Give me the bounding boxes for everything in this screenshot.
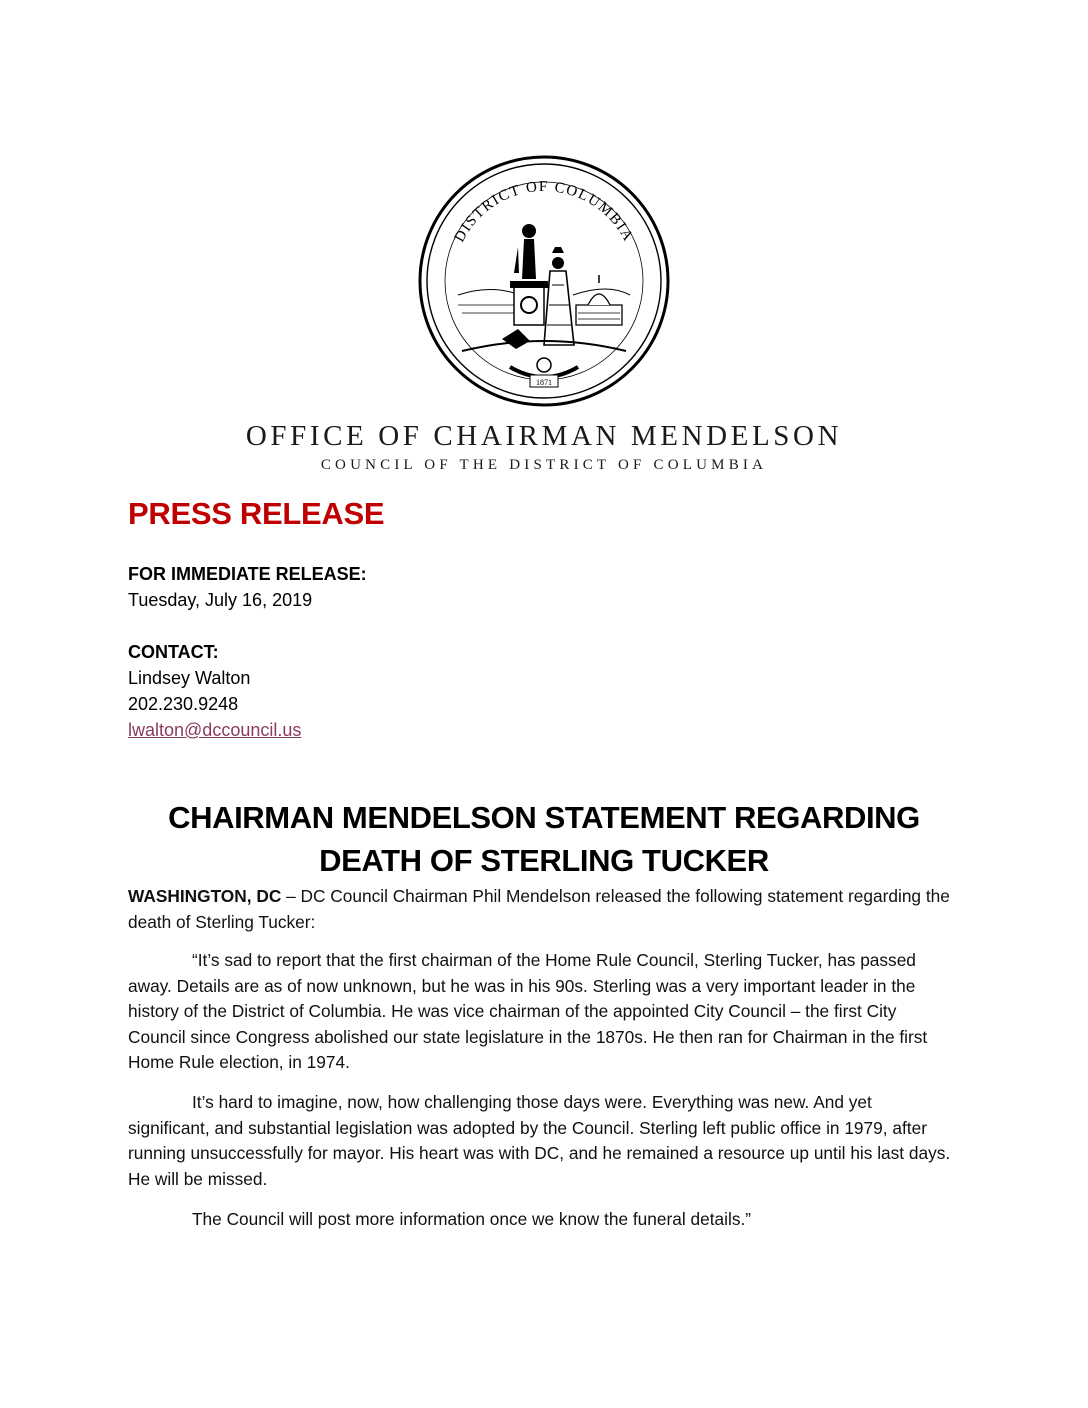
intro-paragraph xyxy=(128,884,954,935)
headline-line-2: DEATH OF STERLING TUCKER xyxy=(319,843,769,878)
office-subtitle: COUNCIL OF THE DISTRICT OF COLUMBIA xyxy=(320,457,768,473)
statement-paragraph-3 xyxy=(128,1207,954,1233)
contact-phone: 202.230.9248 xyxy=(128,694,239,714)
contact-name: Lindsey Walton xyxy=(128,668,251,688)
statement-paragraph-2 xyxy=(128,1090,954,1192)
immediate-release-label: FOR IMMEDIATE RELEASE: xyxy=(128,564,367,584)
contact-label: CONTACT: xyxy=(128,642,219,662)
office-title: OFFICE OF CHAIRMAN MENDELSON xyxy=(245,420,843,452)
press-release-label: PRESS RELEASE xyxy=(128,496,385,531)
dateline: WASHINGTON, DC xyxy=(128,886,282,906)
seal-year: 1871 xyxy=(536,378,552,387)
release-date: Tuesday, July 16, 2019 xyxy=(128,590,313,610)
headline xyxy=(0,796,1088,882)
statement-paragraph-1 xyxy=(128,948,954,1076)
contact-email-text[interactable]: lwalton@dccouncil.us xyxy=(128,720,302,740)
intro-text: – DC Council Chairman Phil Mendelson released the following statement regarding the death of Sterling Tucker: xyxy=(128,886,950,932)
headline-line-1: CHAIRMAN MENDELSON STATEMENT REGARDING xyxy=(168,800,920,835)
district-of-columbia-seal xyxy=(418,155,670,407)
contact-email-link[interactable] xyxy=(128,720,301,741)
seal-ring-text: DISTRICT OF COLUMBIA xyxy=(451,178,637,245)
statement-text-1: “It’s sad to report that the first chairman of the Home Rule Council, Sterling Tucker, has passed away. Details are as of now unknown, but he was in his 90s. Sterling was a very important leader in the history of the District of Columbia. He was vice chairman of the appointed City Council – the first City Council since Congress abolished our state legislature in the 1870s. He then ran for Chairman in the first Home Rule election, in 1974. xyxy=(128,950,928,1072)
statement-text-3: The Council will post more information once we know the funeral details.” xyxy=(192,1209,752,1229)
svg-text:DISTRICT OF COLUMBIA xyxy=(452,179,637,245)
statement-text-2: It’s hard to imagine, now, how challenging those days were. Everything was new. And yet significant, and substantial legislation was adopted by the Council. Sterling left public office in 1979, after running unsuccessfully for mayor. His heart was with DC, and he remained a resource up until his last days. He will be missed. xyxy=(128,1092,951,1189)
